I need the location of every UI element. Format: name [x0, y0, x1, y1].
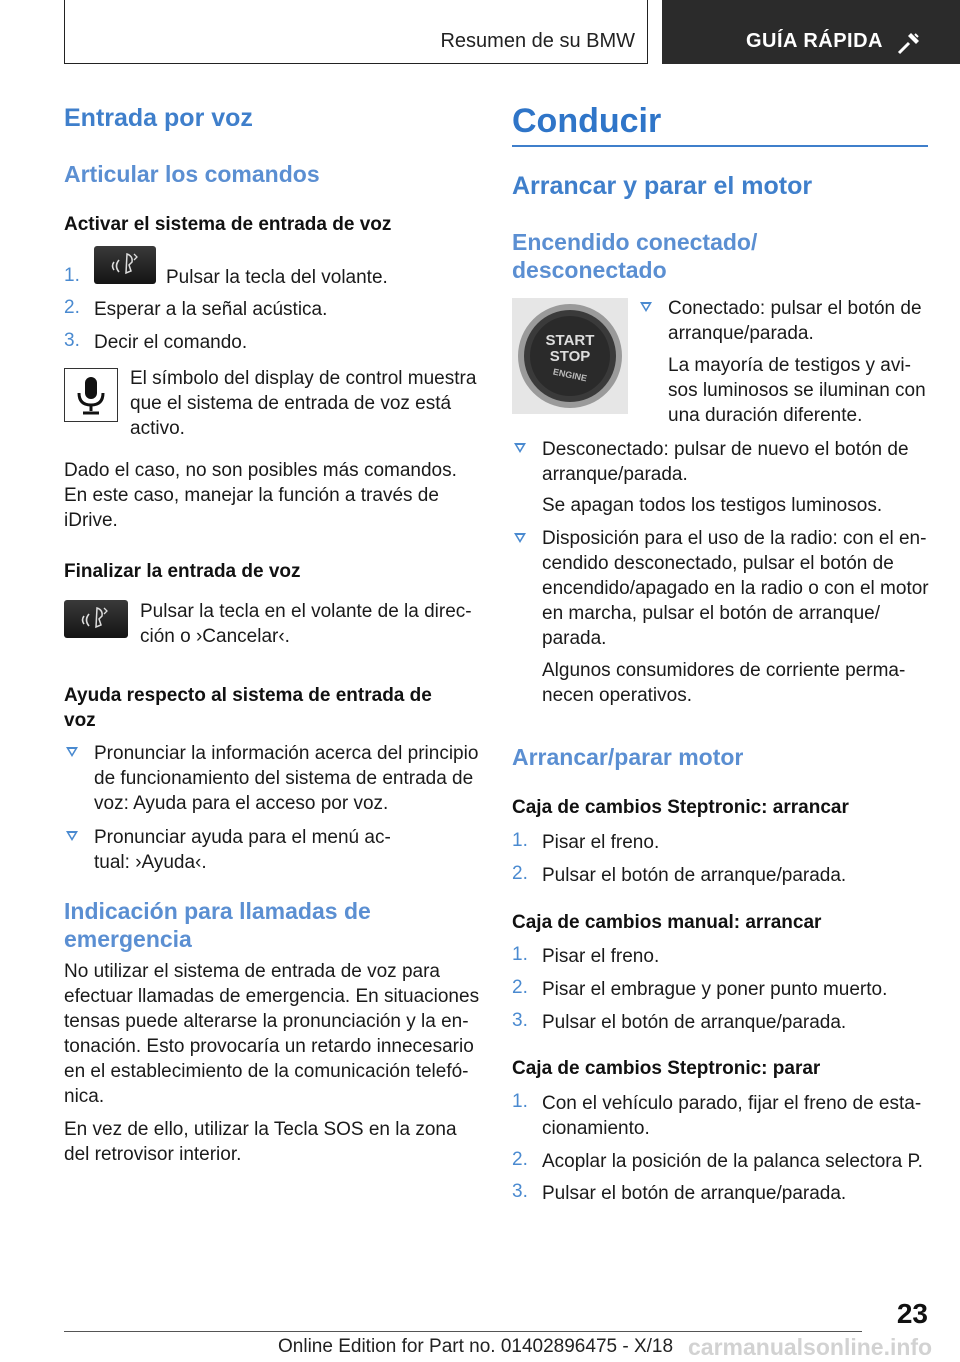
start-stop-image [512, 298, 628, 414]
heading-entrada-por-voz: Entrada por voz [64, 104, 253, 132]
step-number: 1. [512, 1091, 528, 1112]
block-title: Caja de cambios Steptronic: parar [512, 1058, 821, 1079]
symbol-line: que el sistema de entrada de voz está [130, 393, 452, 414]
ayuda-line: de funcionamiento del sistema de entrada de [94, 768, 474, 789]
radio-line: Disposición para el uso de la radio: con el en‐ [542, 528, 927, 549]
step-text: Acoplar la posición de la palanca selectora P. [542, 1151, 923, 1172]
step-text: Pisar el freno. [542, 946, 660, 967]
step-text: Con el vehículo parado, fijar el freno de esta‐ [542, 1093, 922, 1114]
step-text: Pisar el embrague y poner punto muerto. [542, 979, 888, 1000]
heading-rule [512, 145, 928, 147]
step-number: 2. [512, 863, 528, 884]
sos-line: del retrovisor interior. [64, 1144, 242, 1165]
microphone-icon [65, 369, 117, 421]
symbol-line: El símbolo del display de control muestra [130, 368, 477, 389]
heading-indicacion-line: emergencia [64, 926, 192, 952]
dado-line: Dado el caso, no son posibles más comandos. [64, 460, 457, 481]
bullet-triangle-icon [640, 302, 652, 312]
conectado-line: arranque/parada. [668, 323, 814, 344]
step-text: cionamiento. [542, 1118, 650, 1139]
desconectado-line: Desconectado: pulsar de nuevo el botón de [542, 439, 909, 460]
voice-button-image [64, 600, 128, 638]
step-number: 3. [512, 1181, 528, 1202]
microphone-symbol-box [64, 368, 118, 422]
symbol-line: activo. [130, 418, 185, 439]
emergencia-line: tonación. Esto provocaría un retardo innecesario [64, 1036, 474, 1057]
apagan-line: Se apagan todos los testigos luminosos. [542, 495, 883, 516]
page-number: 23 [896, 1298, 928, 1329]
consumidores-line: Algunos consumidores de corriente perma‐ [542, 660, 906, 681]
header-section-box [64, 0, 648, 64]
radio-line: parada. [542, 628, 607, 649]
bullet-triangle-icon [514, 443, 526, 453]
finalizar-title: Finalizar la entrada de voz [64, 561, 301, 582]
step-number: 1. [512, 830, 528, 851]
header-section-title: Resumen de su BMW [440, 30, 635, 52]
step-number: 2. [64, 297, 80, 318]
testigos-line: La mayoría de testigos y avi‐ [668, 355, 911, 376]
finalizar-line: Pulsar la tecla en el volante de la direc‐ [140, 601, 472, 622]
heading-arrancar-parar: Arrancar y parar el motor [512, 172, 813, 200]
ayuda-line: Pronunciar ayuda para el menú ac‐ [94, 827, 391, 848]
heading-arrancar-parar-motor: Arrancar/parar motor [512, 744, 744, 770]
step-number: 2. [512, 977, 528, 998]
heading-articular-comandos: Articular los comandos [64, 161, 320, 187]
heading-conducir: Conducir [512, 102, 662, 140]
bullet-triangle-icon [66, 747, 78, 757]
step-number: 1. [64, 265, 80, 286]
heading-encendido-line: desconectado [512, 257, 667, 283]
voice-button-icon [64, 600, 128, 638]
step-text: Pulsar el botón de arranque/parada. [542, 1012, 847, 1033]
dado-line: iDrive. [64, 510, 118, 531]
emergencia-line: efectuar llamadas de emergencia. En situaciones [64, 986, 480, 1007]
start-stop-label-engine: ENGINE [552, 366, 588, 384]
footer-rule [64, 1331, 862, 1332]
step-text: Decir el comando. [94, 332, 248, 353]
step-number: 2. [512, 1149, 528, 1170]
testigos-line: sos luminosos se iluminan con [668, 380, 926, 401]
emergencia-line: nica. [64, 1086, 105, 1107]
bullet-triangle-icon [514, 533, 526, 543]
radio-line: cendido desconectado, pulsar el botón de [542, 553, 894, 574]
step-text: Pulsar el botón de arranque/parada. [542, 1183, 847, 1204]
ayuda-title-line: voz [64, 710, 96, 731]
watermark: carmanualsonline.info [688, 1334, 933, 1360]
finalizar-line: ción o ›Cancelar‹. [140, 626, 290, 647]
voice-button-image [94, 246, 156, 284]
sos-line: En vez de ello, utilizar la Tecla SOS en la zona [64, 1119, 457, 1140]
consumidores-line: necen operativos. [542, 685, 692, 706]
ayuda-line: Pronunciar la información acerca del principio [94, 743, 479, 764]
step-text: Pulsar el botón de arranque/parada. [542, 865, 847, 886]
header-tab-label: GUÍA RÁPIDA [746, 30, 883, 52]
radio-line: en marcha, pulsar el botón de arranque/ [542, 603, 880, 624]
dado-line: En este caso, manejar la función a través de [64, 485, 439, 506]
start-stop-label-start: START [545, 332, 595, 349]
footer-edition: Online Edition for Part no. 01402896475 - X/18 [278, 1336, 674, 1357]
step-text: Pisar el freno. [542, 832, 660, 853]
ayuda-title-line: Ayuda respecto al sistema de entrada de [64, 685, 432, 706]
block-title: Caja de cambios Steptronic: arrancar [512, 797, 849, 818]
emergencia-line: en el establecimiento de la comunicación telefó‐ [64, 1061, 469, 1082]
step-number: 3. [64, 330, 80, 351]
emergencia-line: tensas puede alterarse la pronunciación y la en‐ [64, 1011, 469, 1032]
step-number: 1. [512, 944, 528, 965]
heading-indicacion-line: Indicación para llamadas de [64, 898, 371, 924]
emergencia-line: No utilizar el sistema de entrada de voz para [64, 961, 440, 982]
wrench-icon [896, 30, 922, 56]
start-stop-label-stop: STOP [549, 348, 591, 365]
ayuda-line: tual: ›Ayuda‹. [94, 852, 207, 873]
block-title: Caja de cambios manual: arrancar [512, 912, 822, 933]
desconectado-line: arranque/parada. [542, 464, 688, 485]
voice-button-icon [94, 246, 156, 284]
step-text: Pulsar la tecla del volante. [166, 267, 388, 288]
step-number: 3. [512, 1010, 528, 1031]
activar-title: Activar el sistema de entrada de voz [64, 214, 392, 235]
testigos-line: una duración diferente. [668, 405, 863, 426]
conectado-line: Conectado: pulsar el botón de [668, 298, 922, 319]
radio-line: encendido/apagado en la radio o con el motor [542, 578, 929, 599]
ayuda-line: voz: Ayuda para el acceso por voz. [94, 793, 389, 814]
step-text: Esperar a la señal acústica. [94, 299, 328, 320]
bullet-triangle-icon [66, 831, 78, 841]
heading-encendido-line: Encendido conectado/ [512, 229, 758, 255]
